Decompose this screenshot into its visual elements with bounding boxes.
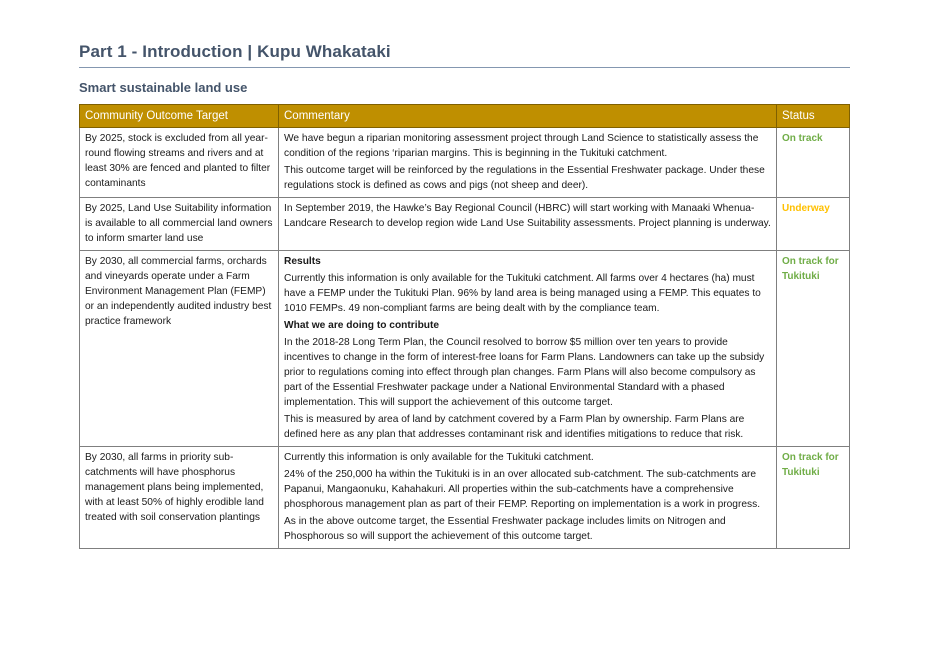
target-cell: By 2030, all farms in priority sub-catchments will have phosphorus management plans being implemented, with at least 50% of highly erodible land treated with soil conservation plantings <box>80 447 279 549</box>
target-cell: By 2025, Land Use Suitability information is available to all commercial land owners to inform smarter land use <box>80 198 279 251</box>
status-cell <box>777 128 850 198</box>
commentary-cell <box>279 198 777 251</box>
commentary-cell <box>279 128 777 198</box>
commentary-text: In September 2019, the Hawke’s Bay Regional Council (HBRC) will start working with Manaaki Whenua- Landcare Research to develop region wide Land Use Suitability assessments. Project planning is underway. <box>284 203 771 229</box>
commentary-text: Currently this information is only available for the Tukituki catchment. All farms over 4 hectares (ha) must have a FEMP under the Tukituki Plan. 96% by land area is being managed using a FEMP. This equates to 1010 FEMPs. 49 non-compliant farms are being dealt with by the compliance team. <box>284 273 761 314</box>
table-row <box>80 128 850 198</box>
header-status: Status <box>777 105 850 128</box>
table-row <box>80 447 850 549</box>
status-badge: On track for Tukituki <box>782 452 839 478</box>
section-title: Smart sustainable land use <box>79 80 248 95</box>
commentary-cell <box>279 251 777 447</box>
target-cell: By 2030, all commercial farms, orchards and vineyards operate under a Farm Environment Management Plan (FEMP) or an independently audited industry best practice framework <box>80 251 279 447</box>
title-divider <box>79 67 850 68</box>
commentary-text: As in the above outcome target, the Essential Freshwater package includes limits on Nitrogen and Phosphorous so will support the achievement of this outcome target. <box>284 516 726 542</box>
commentary-text: This outcome target will be reinforced by the regulations in the Essential Freshwater package. Under these regulations stock is defined as cows and pigs (not sheep and deer). <box>284 165 765 191</box>
outcome-table <box>79 104 850 549</box>
page-title: Part 1 - Introduction | Kupu Whakataki <box>79 42 391 61</box>
header-target: Community Outcome Target <box>80 105 279 128</box>
status-badge: Underway <box>782 203 830 214</box>
status-cell <box>777 251 850 447</box>
table-header-row <box>80 105 850 128</box>
table-row <box>80 198 850 251</box>
table-row <box>80 251 850 447</box>
header-commentary: Commentary <box>279 105 777 128</box>
commentary-text: This is measured by area of land by catchment covered by a Farm Plan by ownership. Farm Plans are defined here as any plan that addresses contaminant risk and identifies mitigations to reduce that risk. <box>284 414 745 440</box>
contribute-heading: What we are doing to contribute <box>284 320 440 331</box>
commentary-text: Currently this information is only available for the Tukituki catchment. <box>284 452 594 463</box>
status-badge: On track <box>782 133 823 144</box>
target-cell: By 2025, stock is excluded from all year-round flowing streams and rivers and at least 30% are fenced and planted to filter contaminants <box>80 128 279 198</box>
commentary-text: 24% of the 250,000 ha within the Tukituki is in an over allocated sub-catchment. The sub-catchments are Papanui, Mangaonuku, Kahahakuri. All properties within the sub-catchments have a comprehensive phosphorous management plan as part of their FEMP. Reporting on implementation is a work in progress. <box>284 469 761 510</box>
status-cell <box>777 198 850 251</box>
status-badge: On track for Tukituki <box>782 256 839 282</box>
results-heading: Results <box>284 256 321 267</box>
commentary-text: In the 2018-28 Long Term Plan, the Council resolved to borrow $5 million over ten years to provide incentives to change in the form of interest-free loans for Farm Plans. Landowners can take up the subsidy prior to regulations coming into effect through plan changes. Farm Plans will also become compulsory as part of the Essential Freshwater package under a National Environmental Standard with a phased implementation. This will support the achievement of this outcome target. <box>284 337 765 408</box>
commentary-cell <box>279 447 777 549</box>
commentary-text: We have begun a riparian monitoring assessment project through Land Science to statistically assess the condition of the regions ‘riparian margins. This is beginning in the Tukituki catchment. <box>284 133 759 159</box>
status-cell <box>777 447 850 549</box>
